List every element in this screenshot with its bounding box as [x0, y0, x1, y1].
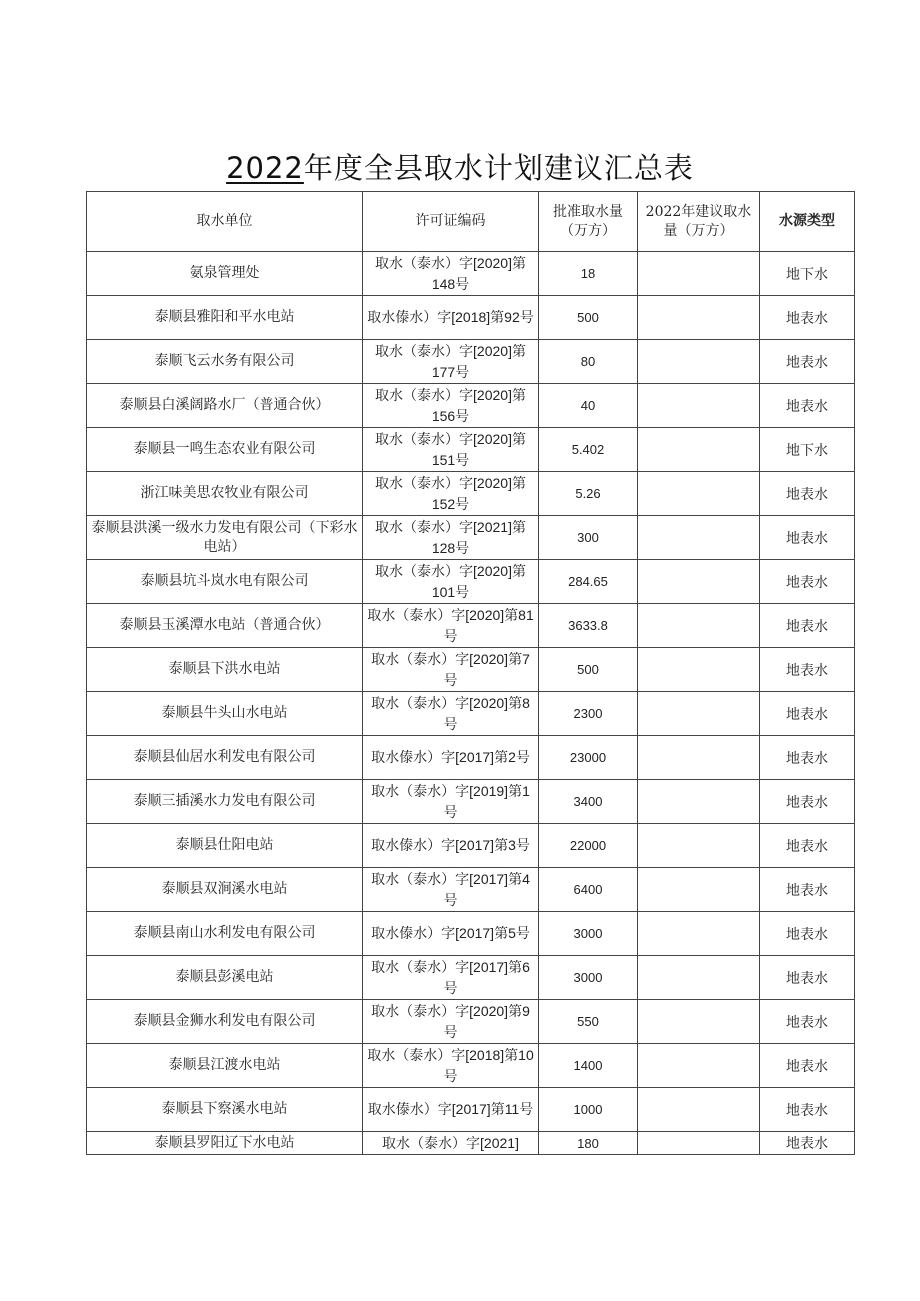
permit-cell: 取水（泰水）字[2019]第1号 [363, 780, 539, 824]
permit-cell: 取水（泰水）字[2020]第81号 [363, 604, 539, 648]
unit-cell: 泰顺县金狮水利发电有限公司 [87, 1000, 363, 1044]
unit-cell: 泰顺县下洪水电站 [87, 648, 363, 692]
approved-cell: 23000 [539, 736, 638, 780]
source-type-cell: 地下水 [760, 428, 855, 472]
header-suggested: 2022年建议取水量（万方） [638, 192, 760, 252]
source-type-cell: 地表水 [760, 516, 855, 560]
table-row [87, 604, 855, 648]
approved-cell: 2300 [539, 692, 638, 736]
source-type-cell: 地表水 [760, 560, 855, 604]
unit-cell: 泰顺县南山水利发电有限公司 [87, 912, 363, 956]
approved-cell: 1000 [539, 1088, 638, 1132]
source-type-cell: 地表水 [760, 1132, 855, 1155]
approved-cell: 5.402 [539, 428, 638, 472]
suggested-cell [638, 736, 760, 780]
source-type-cell: 地表水 [760, 296, 855, 340]
suggested-cell [638, 516, 760, 560]
header-row [87, 192, 855, 252]
source-type-cell: 地表水 [760, 736, 855, 780]
suggested-cell [638, 340, 760, 384]
unit-cell: 泰顺飞云水务有限公司 [87, 340, 363, 384]
unit-cell: 泰顺县白溪阔路水厂（普通合伙） [87, 384, 363, 428]
suggested-cell [638, 956, 760, 1000]
permit-cell: 取水（泰水）字[2021] [363, 1132, 539, 1155]
source-type-cell: 地表水 [760, 692, 855, 736]
unit-cell: 泰顺县下察溪水电站 [87, 1088, 363, 1132]
approved-cell: 3400 [539, 780, 638, 824]
suggested-cell [638, 912, 760, 956]
approved-cell: 3633.8 [539, 604, 638, 648]
permit-cell: 取水（泰水）字[2021]第128号 [363, 516, 539, 560]
approved-cell: 284.65 [539, 560, 638, 604]
permit-cell: 取水（泰水）字[2017]第4号 [363, 868, 539, 912]
unit-cell: 泰顺县一鸣生态农业有限公司 [87, 428, 363, 472]
source-type-cell: 地下水 [760, 252, 855, 296]
unit-cell: 泰顺县洪溪一级水力发电有限公司（下彩水电站） [87, 516, 363, 560]
permit-cell: 取水（泰水）字[2020]第8号 [363, 692, 539, 736]
header-source-type: 水源类型 [760, 192, 855, 252]
source-type-cell: 地表水 [760, 648, 855, 692]
suggested-cell [638, 604, 760, 648]
document-title [0, 146, 920, 187]
approved-cell: 1400 [539, 1044, 638, 1088]
unit-cell: 浙江味美思农牧业有限公司 [87, 472, 363, 516]
unit-cell: 泰顺县彭溪电站 [87, 956, 363, 1000]
source-type-cell: 地表水 [760, 956, 855, 1000]
permit-cell: 取水傣水）字[2018]第92号 [363, 296, 539, 340]
table-row [87, 1044, 855, 1088]
suggested-cell [638, 560, 760, 604]
permit-cell: 取水（泰水）字[2020]第152号 [363, 472, 539, 516]
table-row [87, 956, 855, 1000]
approved-cell: 180 [539, 1132, 638, 1155]
source-type-cell: 地表水 [760, 604, 855, 648]
source-type-cell: 地表水 [760, 868, 855, 912]
water-plan-table [86, 191, 855, 1155]
suggested-cell [638, 1132, 760, 1155]
table-row [87, 1088, 855, 1132]
unit-cell: 泰顺县江渡水电站 [87, 1044, 363, 1088]
suggested-cell [638, 428, 760, 472]
permit-cell: 取水（泰水）字[2020]第156号 [363, 384, 539, 428]
permit-cell: 取水（泰水）字[2020]第9号 [363, 1000, 539, 1044]
table-row [87, 384, 855, 428]
permit-cell: 取水傣水）字[2017]第3号 [363, 824, 539, 868]
approved-cell: 500 [539, 648, 638, 692]
source-type-cell: 地表水 [760, 1000, 855, 1044]
header-permit: 许可证编码 [363, 192, 539, 252]
suggested-cell [638, 780, 760, 824]
source-type-cell: 地表水 [760, 824, 855, 868]
table-row [87, 1132, 855, 1155]
table-row [87, 1000, 855, 1044]
table-row [87, 428, 855, 472]
permit-cell: 取水（泰水）字[2020]第101号 [363, 560, 539, 604]
suggested-cell [638, 1088, 760, 1132]
header-approved: 批准取水量（万方） [539, 192, 638, 252]
approved-cell: 40 [539, 384, 638, 428]
title-year: 2022 [226, 151, 304, 185]
unit-cell: 泰顺县玉溪潭水电站（普通合伙） [87, 604, 363, 648]
permit-cell: 取水（泰水）字[2020]第177号 [363, 340, 539, 384]
table-row [87, 340, 855, 384]
suggested-cell [638, 1044, 760, 1088]
suggested-cell [638, 868, 760, 912]
suggested-cell [638, 824, 760, 868]
permit-cell: 取水（泰水）字[2020]第151号 [363, 428, 539, 472]
unit-cell: 泰顺县坑斗岚水电有限公司 [87, 560, 363, 604]
approved-cell: 18 [539, 252, 638, 296]
table-row [87, 648, 855, 692]
approved-cell: 3000 [539, 912, 638, 956]
approved-cell: 5.26 [539, 472, 638, 516]
unit-cell: 泰顺县罗阳辽下水电站 [87, 1132, 363, 1155]
source-type-cell: 地表水 [760, 472, 855, 516]
suggested-cell [638, 1000, 760, 1044]
approved-cell: 300 [539, 516, 638, 560]
permit-cell: 取水（泰水）字[2020]第7号 [363, 648, 539, 692]
table-row [87, 472, 855, 516]
permit-cell: 取水（泰水）字[2017]第6号 [363, 956, 539, 1000]
unit-cell: 泰顺县双涧溪水电站 [87, 868, 363, 912]
unit-cell: 泰顺县仙居水利发电有限公司 [87, 736, 363, 780]
unit-cell: 泰顺县雅阳和平水电站 [87, 296, 363, 340]
table-row [87, 912, 855, 956]
source-type-cell: 地表水 [760, 340, 855, 384]
permit-cell: 取水傣水）字[2017]第2号 [363, 736, 539, 780]
table-row [87, 736, 855, 780]
permit-cell: 取水傣水）字[2017]第5号 [363, 912, 539, 956]
approved-cell: 80 [539, 340, 638, 384]
table-body [87, 252, 855, 1155]
table-row [87, 516, 855, 560]
permit-cell: 取水（泰水）字[2018]第10号 [363, 1044, 539, 1088]
suggested-cell [638, 472, 760, 516]
approved-cell: 6400 [539, 868, 638, 912]
unit-cell: 泰顺县仕阳电站 [87, 824, 363, 868]
table-row [87, 868, 855, 912]
suggested-cell [638, 648, 760, 692]
table-row [87, 780, 855, 824]
suggested-cell [638, 296, 760, 340]
suggested-cell [638, 252, 760, 296]
suggested-cell [638, 692, 760, 736]
approved-cell: 550 [539, 1000, 638, 1044]
table-row [87, 824, 855, 868]
approved-cell: 3000 [539, 956, 638, 1000]
source-type-cell: 地表水 [760, 1044, 855, 1088]
source-type-cell: 地表水 [760, 912, 855, 956]
permit-cell: 取水（泰水）字[2020]第148号 [363, 252, 539, 296]
source-type-cell: 地表水 [760, 780, 855, 824]
table-row [87, 560, 855, 604]
source-type-cell: 地表水 [760, 1088, 855, 1132]
unit-cell: 泰顺县牛头山水电站 [87, 692, 363, 736]
permit-cell: 取水傣水）字[2017]第11号 [363, 1088, 539, 1132]
title-text: 年度全县取水计划建议汇总表 [303, 151, 694, 185]
table-row [87, 692, 855, 736]
title-block [0, 146, 920, 187]
source-type-cell: 地表水 [760, 384, 855, 428]
approved-cell: 500 [539, 296, 638, 340]
unit-cell: 氨泉管理处 [87, 252, 363, 296]
approved-cell: 22000 [539, 824, 638, 868]
table-row [87, 296, 855, 340]
table-row [87, 252, 855, 296]
unit-cell: 泰顺三插溪水力发电有限公司 [87, 780, 363, 824]
header-unit: 取水单位 [87, 192, 363, 252]
suggested-cell [638, 384, 760, 428]
